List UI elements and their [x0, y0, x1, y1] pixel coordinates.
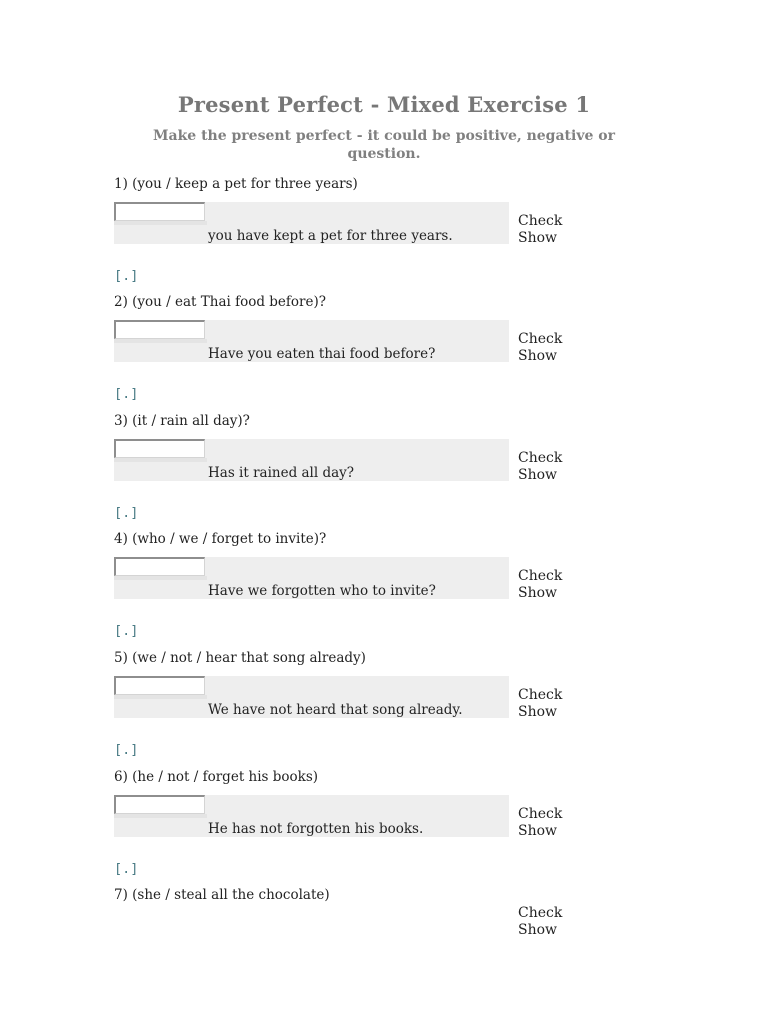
answer-input-strip: [114, 695, 207, 699]
answer-input[interactable]: [114, 676, 205, 695]
answer-input[interactable]: [114, 557, 205, 576]
answer-area: [114, 795, 509, 837]
check-button[interactable]: Check: [518, 450, 563, 466]
hint-link[interactable]: [.]: [114, 268, 139, 284]
hint-link[interactable]: [.]: [114, 861, 139, 877]
exercise-prompt: 2) (you / eat Thai food before)?: [114, 294, 326, 310]
answer-area: [114, 202, 509, 244]
check-button[interactable]: Check: [518, 331, 563, 347]
page-title: Present Perfect - Mixed Exercise 1: [177, 92, 591, 117]
answer-input-strip: [114, 576, 207, 580]
exercise-6: [0, 769, 768, 887]
exercise-prompt: 4) (who / we / forget to invite)?: [114, 531, 327, 547]
check-button[interactable]: Check: [518, 568, 563, 584]
answer-area: [114, 676, 509, 718]
answer-text: Has it rained all day?: [208, 465, 355, 481]
answer-input-strip: [114, 814, 207, 818]
hint-link[interactable]: [.]: [114, 742, 139, 758]
page-subtitle: Make the present perfect - it could be positive, negative or question.: [153, 128, 615, 162]
show-button[interactable]: Show: [518, 704, 558, 720]
show-button[interactable]: Show: [518, 230, 558, 246]
exercise-prompt: 7) (she / steal all the chocolate): [114, 887, 330, 903]
exercise-prompt: 5) (we / not / hear that song already): [114, 650, 366, 666]
exercise-5: [0, 650, 768, 768]
answer-text: Have you eaten thai food before?: [208, 346, 436, 362]
show-button[interactable]: Show: [518, 823, 558, 839]
answer-input[interactable]: [114, 202, 205, 221]
answer-input-strip: [114, 339, 207, 343]
answer-text: Have we forgotten who to invite?: [208, 583, 436, 599]
check-button[interactable]: Check: [518, 687, 563, 703]
answer-text: We have not heard that song already.: [208, 702, 463, 718]
exercise-3: [0, 413, 768, 531]
hint-link[interactable]: [.]: [114, 623, 139, 639]
show-button[interactable]: Show: [518, 467, 558, 483]
exercise-7: [0, 887, 768, 1005]
show-button[interactable]: Show: [518, 348, 558, 364]
check-button[interactable]: Check: [518, 905, 563, 921]
check-button[interactable]: Check: [518, 806, 563, 822]
answer-area: [114, 439, 509, 481]
check-button[interactable]: Check: [518, 213, 563, 229]
show-button[interactable]: Show: [518, 922, 558, 938]
answer-input-strip: [114, 221, 207, 225]
hint-link[interactable]: [.]: [114, 386, 139, 402]
answer-input[interactable]: [114, 439, 205, 458]
answer-area: [114, 320, 509, 362]
exercise-4: [0, 531, 768, 649]
answer-input[interactable]: [114, 320, 205, 339]
answer-area: [114, 557, 509, 599]
exercise-1: [0, 176, 768, 294]
hint-link[interactable]: [.]: [114, 505, 139, 521]
answer-input-strip: [114, 458, 207, 462]
exercise-2: [0, 294, 768, 412]
answer-text: you have kept a pet for three years.: [208, 228, 453, 244]
exercise-prompt: 3) (it / rain all day)?: [114, 413, 250, 429]
show-button[interactable]: Show: [518, 585, 558, 601]
exercise-prompt: 6) (he / not / forget his books): [114, 769, 319, 785]
answer-input[interactable]: [114, 795, 205, 814]
exercise-prompt: 1) (you / keep a pet for three years): [114, 176, 358, 192]
answer-text: He has not forgotten his books.: [208, 821, 424, 837]
